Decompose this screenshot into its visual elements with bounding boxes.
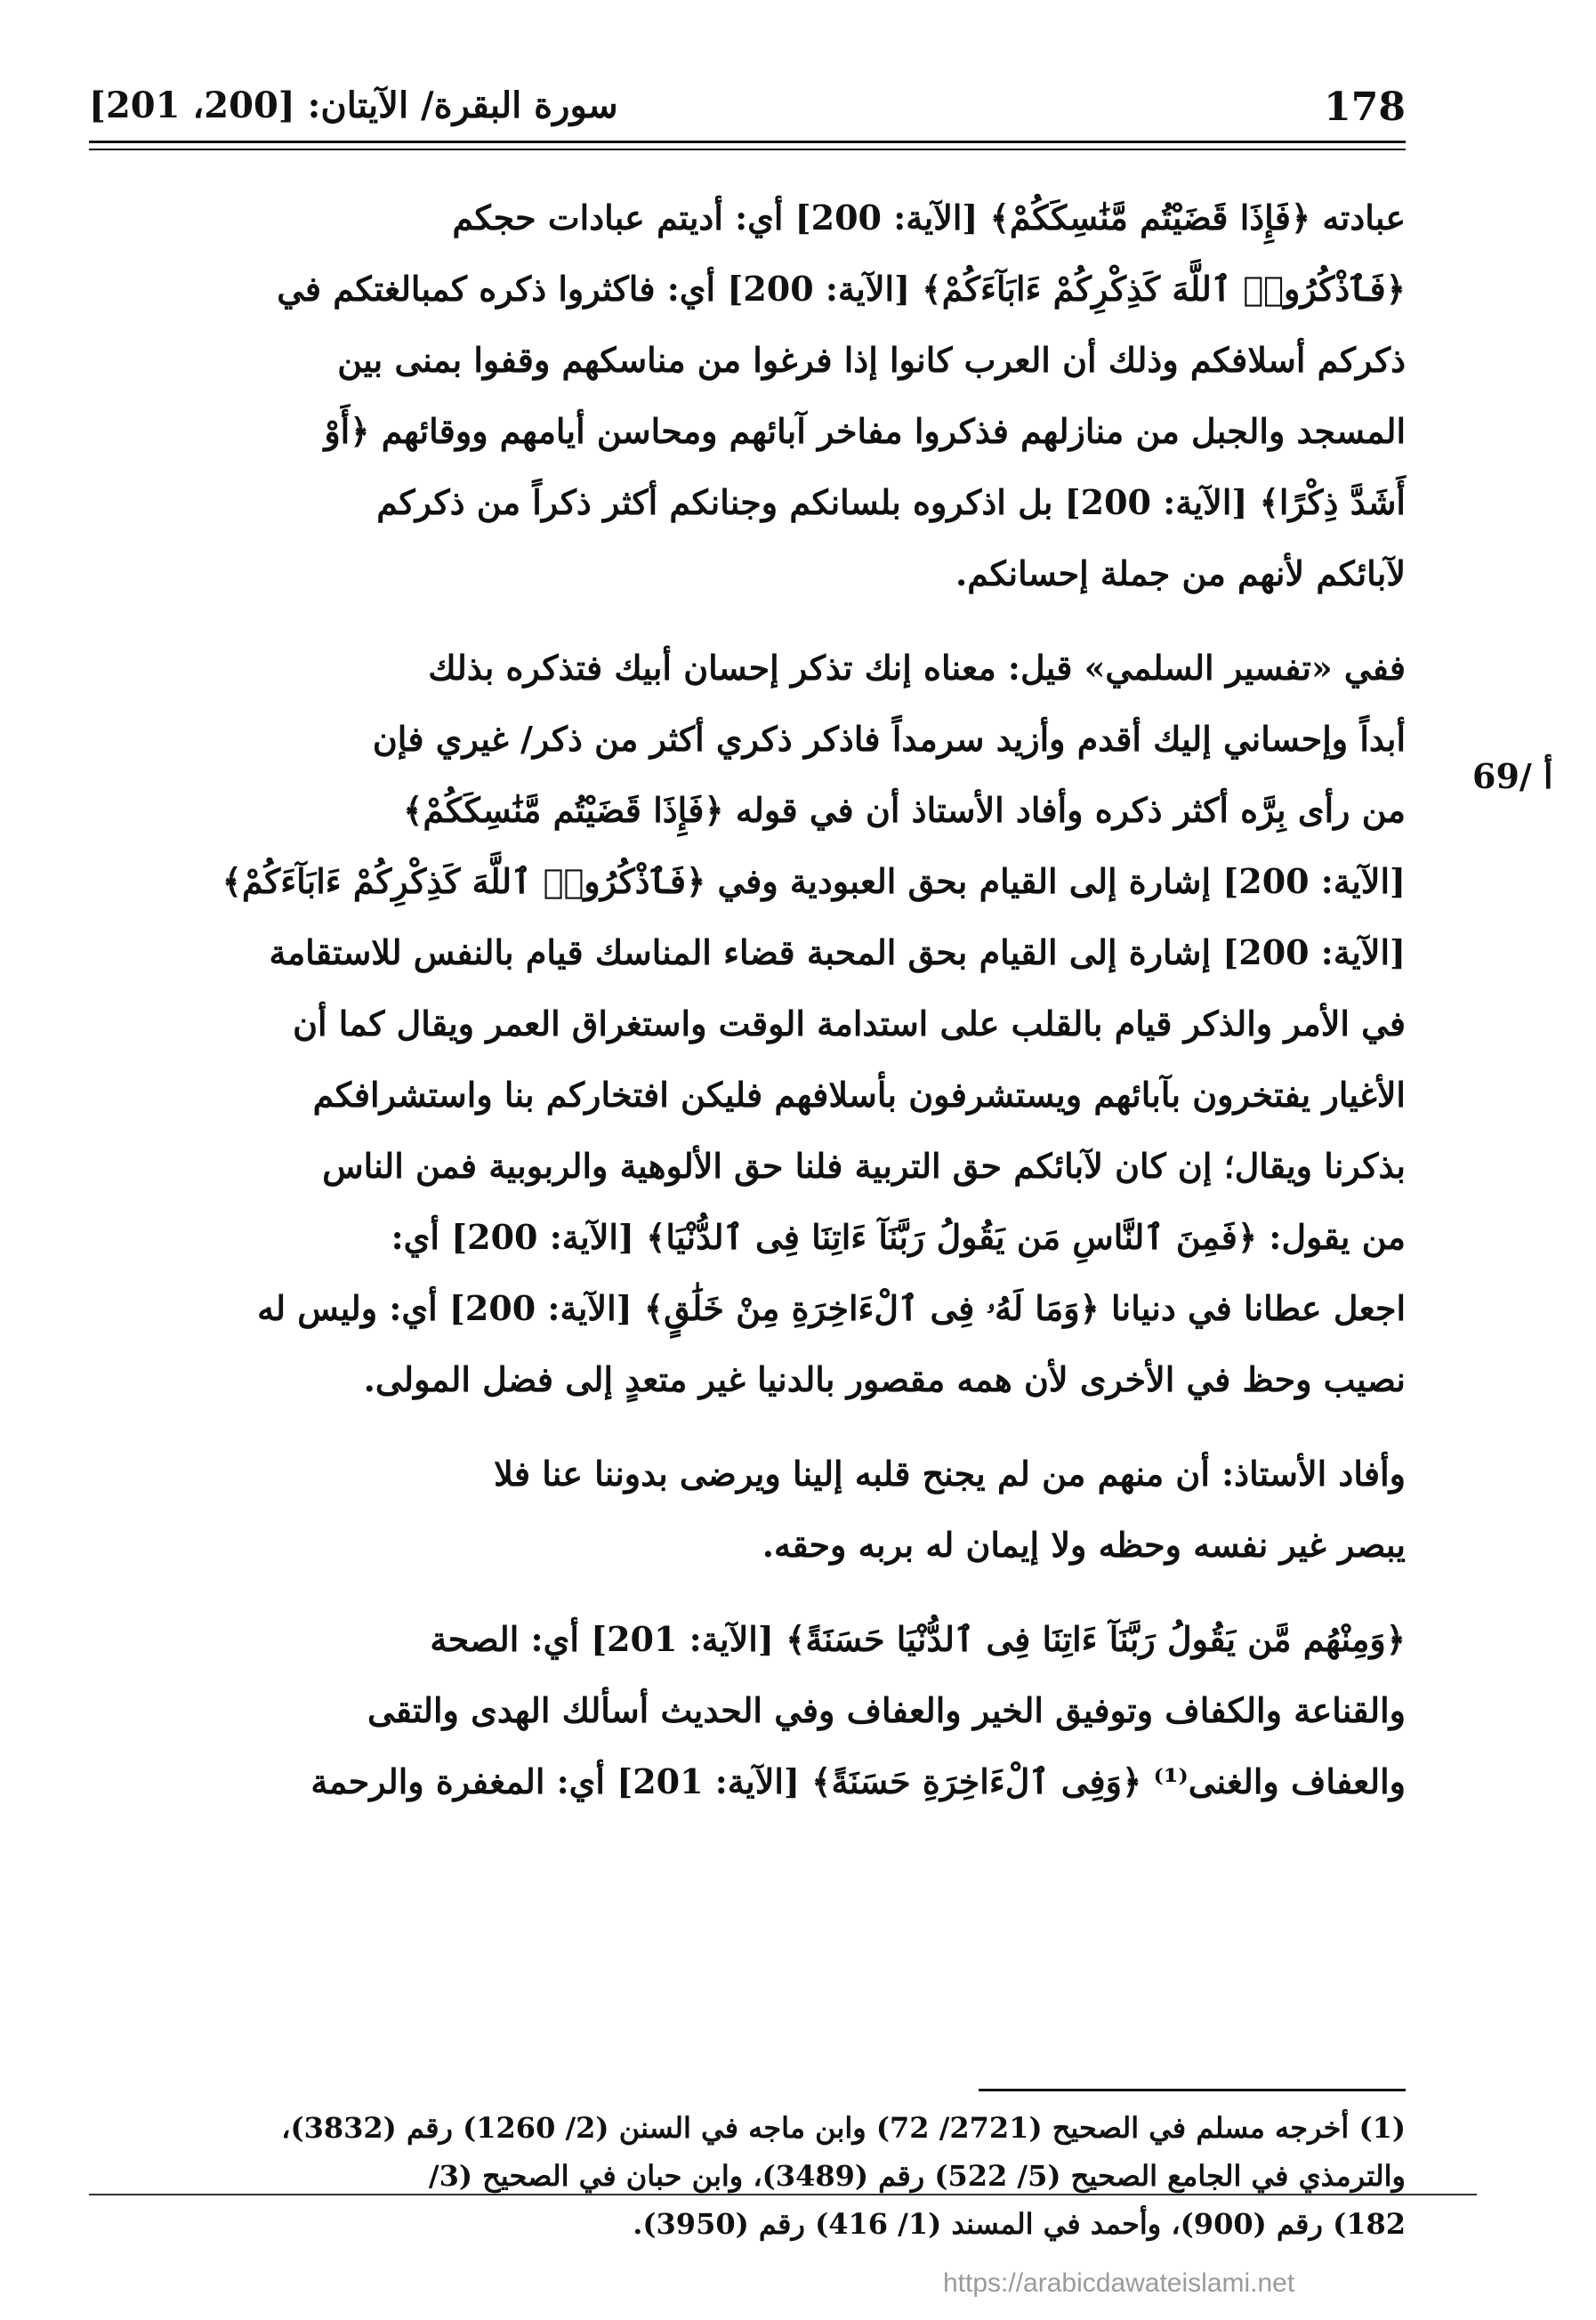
- text-line: وأفاد الأستاذ: أن منهم من لم يجنح قلبه إلينا ويرضى بدوننا عنا فلا: [494, 1454, 1406, 1494]
- text-line: الأغيار يفتخرون بآبائهم ويستشرفون بأسلافهم فليكن افتخاركم بنا واستشرافكم: [312, 1075, 1406, 1115]
- text-line: في الأمر والذكر قيام بالقلب على استدامة الوقت واستغراق العمر ويقال كما أن: [293, 1003, 1406, 1043]
- footnote-line: (1) أخرجه مسلم في الصحيح (2721/ 72) وابن ماجه في السنن (2/ 1260) رقم (3832)،: [281, 2111, 1406, 2145]
- text-line: ذكركم أسلافكم وذلك أن العرب كانوا إذا فرغوا من مناسكهم وقفوا بمنى بين: [337, 340, 1406, 380]
- text-line: والقناعة والكفاف وتوفيق الخير والعفاف وفي الحديث أسألك الهدى والتقى: [367, 1690, 1406, 1730]
- text-line: من رأى بِرَّه أكثر ذكره وأفاد الأستاذ أن في قوله ﴿فَإِذَا قَضَيْتُم مَّنَٰسِكَكُمْ﴾: [403, 790, 1406, 830]
- text-line: والعفاف والغنى⁽¹⁾ ﴿وَفِى ٱلْءَاخِرَةِ حَسَنَةً﴾ [الآية: 201] أي: المغفرة والرحمة: [310, 1761, 1406, 1801]
- margin-folio-note: 69/ أ: [1472, 756, 1553, 796]
- text-line: [الآية: 200] إشارة إلى القيام بحق المحبة قضاء المناسك قيام بالنفس للاستقامة: [269, 932, 1406, 972]
- text-line: ﴿وَمِنْهُم مَّن يَقُولُ رَبَّنَآ ءَاتِنَا فِى ٱلدُّنْيَا حَسَنَةً﴾ [الآية: 201] أي: الصحة: [430, 1619, 1406, 1659]
- text-line: ﴿فَٱذْكُرُوا۟ ٱللَّهَ كَذِكْرِكُمْ ءَابَآءَكُمْ﴾ [الآية: 200] أي: فاكثروا ذكره كمبالغتكم في: [277, 269, 1406, 309]
- text-line: المسجد والجبل من منازلهم فذكروا مفاخر آبائهم ومحاسن أيامهم ووقائهم ﴿أَوْ: [324, 411, 1406, 451]
- paragraph-3: [89, 1438, 1406, 1581]
- text-line: عبادته ﴿فَإِذَا قَضَيْتُم مَّنَٰسِكَكُمْ﴾ [الآية: 200] أي: أديتم عبادات حجكم: [452, 197, 1406, 238]
- text-line: لآبائكم لأنهم من جملة إحسانكم.: [955, 553, 1406, 593]
- text-line: بذكرنا ويقال؛ إن كان لآبائكم حق التربية فلنا حق الألوهية والربوبية فمن الناس: [322, 1146, 1406, 1186]
- running-title: سورة البقرة/ الآيتان: [200، 201]: [89, 85, 618, 126]
- main-text: [89, 182, 1406, 1841]
- page-header: [89, 85, 1406, 138]
- text-line: اجعل عطانا في دنيانا ﴿وَمَا لَهُۥ فِى ٱلْءَاخِرَةِ مِنْ خَلَٰقٍ﴾ [الآية: 200] أي: وليس له: [257, 1288, 1406, 1328]
- text-line: من يقول: ﴿فَمِنَ ٱلنَّاسِ مَن يَقُولُ رَبَّنَآ ءَاتِنَا فِى ٱلدُّنْيَا﴾ [الآية: 200] أي:: [391, 1217, 1406, 1257]
- text-line: ففي «تفسير السلمي» قيل: معناه إنك تذكر إحسان أبيك فتذكره بذلك: [428, 648, 1406, 688]
- paragraph-1: [89, 182, 1406, 609]
- header-rule-bottom: [89, 149, 1406, 150]
- watermark-url: https://arabicdawateislami.net: [943, 2268, 1295, 2298]
- page-number: 178: [1324, 85, 1406, 130]
- paragraph-2: [89, 632, 1406, 1415]
- footnote-separator: [979, 2089, 1406, 2091]
- footnotes: [89, 2104, 1406, 2248]
- paragraph-4: [89, 1604, 1406, 1817]
- text-line: أبداً وإحساني إليك أقدم وأزيد سرمداً فاذكر ذكري أكثر من ذكر/ غيري فإن: [372, 719, 1406, 759]
- header-rule-top: [89, 141, 1406, 143]
- footnote-line: والترمذي في الجامع الصحيح (5/ 522) رقم (3489)، وابن حبان في الصحيح (3/: [428, 2159, 1406, 2193]
- text-line: نصيب وحظ في الأخرى لأن همه مقصور بالدنيا غير متعدٍ إلى فضل المولى.: [363, 1359, 1406, 1399]
- footnote-line: 182) رقم (900)، وأحمد في المسند (1/ 416) رقم (3950).: [633, 2207, 1406, 2241]
- text-line: [الآية: 200] إشارة إلى القيام بحق العبودية وفي ﴿فَٱذْكُرُوا۟ ٱللَّهَ كَذِكْرِكُمْ ءَابَآءَكُمْ﴾: [222, 861, 1406, 901]
- text-line: أَشَدَّ ذِكْرًا﴾ [الآية: 200] بل اذكروه بلسانكم وجنانكم أكثر ذكراً من ذكركم: [376, 482, 1406, 522]
- text-line: يبصر غير نفسه وحظه ولا إيمان له بربه وحقه.: [762, 1525, 1406, 1565]
